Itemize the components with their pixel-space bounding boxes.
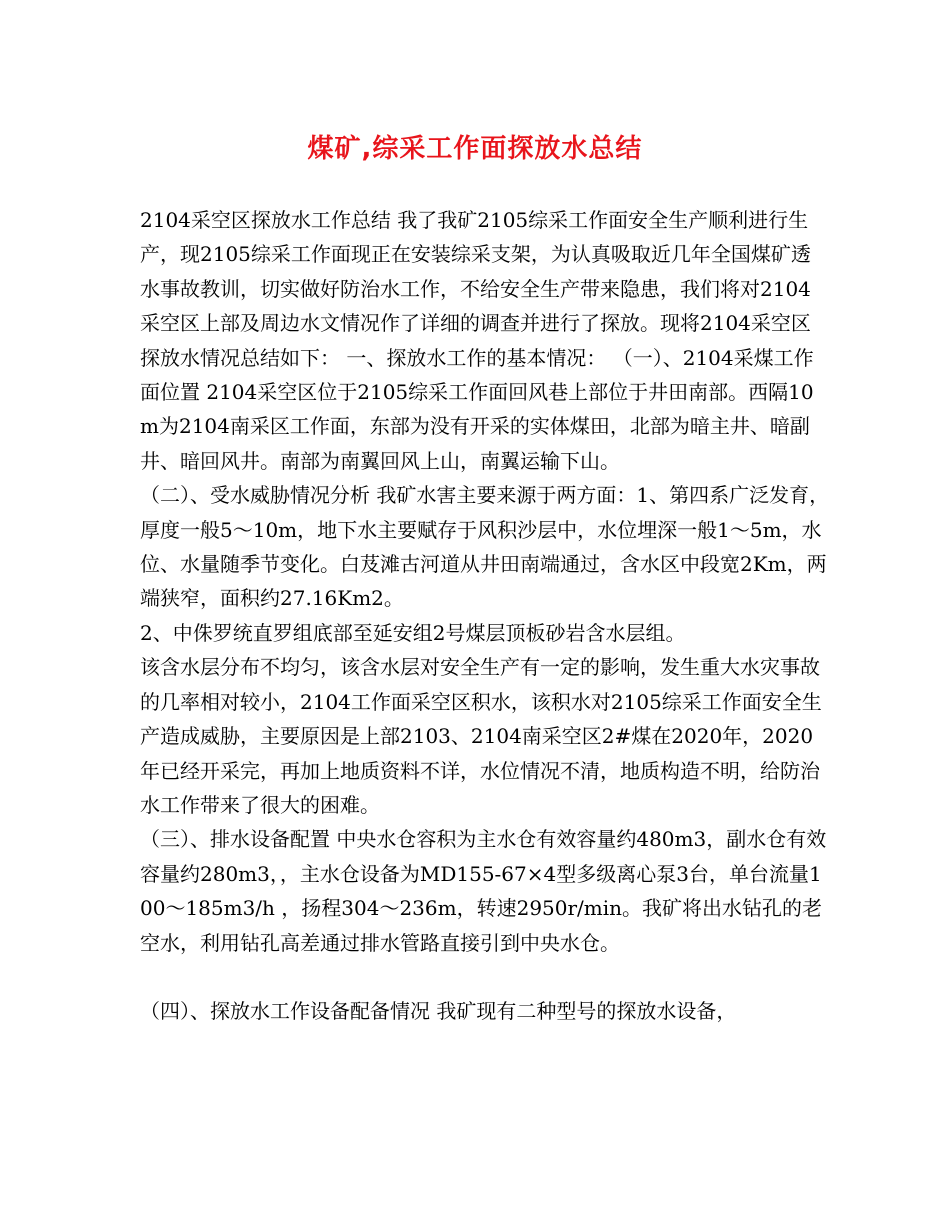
paragraph-overview: 2104采空区探放水工作总结 我了我矿2105综采工作面安全生产顺利进行生产，现2105综采工作面现正在安装综采支架，为认真吸取近几年全国煤矿透水事故教训，切实做好防治水工作，不给安全生产带来隐患，我们将对2104采空区上部及周边水文情况作了详细的调查并进行了探放。现将2104采空区探放水情况总结如下： 一、探放水工作的基本情况： （一）、2104采煤工作面位置 2104采空区位于2105综采工作面回风巷上部位于井田南部。西隔10m为2104南采区工作面，东部为没有开采的实体煤田，北部为暗主井、暗副井、暗回风井。南部为南翼回风上山，南翼运输下山。 [140, 208, 814, 473]
paragraph-spacer [140, 960, 830, 994]
paragraph-aquifer-impact: 该含水层分布不均匀，该含水层对安全生产有一定的影响，发生重大水灾事故的几率相对较小，2104工作面采空区积水，该积水对2105综采工作面安全生产造成威胁，主要原因是上部2103、2104南采空区2#煤在2020年，2020年已经开采完，再加上地质资料不详，水位情况不清，地质构造不明，给防治水工作带来了很大的困难。 [140, 655, 822, 817]
document-body [140, 203, 830, 1028]
paragraph-water-threat-analysis: （二）、受水威胁情况分析 我矿水害主要来源于两方面：1、第四系广泛发育，厚度一般5～10m，地下水主要赋存于风积沙层中，水位埋深一般1～5m，水位、水量随季节变化。白芨滩古河道从井田南端通过，含水区中段宽2Km，两端狭窄，面积约27.16Km2。 [140, 483, 830, 611]
document-title: 煤矿,综采工作面探放水总结 [307, 134, 643, 164]
paragraph-drainage-equipment: （三）、排水设备配置 中央水仓容积为主水仓有效容量约480m3，副水仓有效容量约280m3，，主水仓设备为MD155-67×4型多级离心泵3台，单台流量100～185m3/h ，扬程304～236m，转速2950r/min。我矿将出水钻孔的老空水，利用钻孔高差通过排水管路直接引到中央水仓。 [140, 827, 827, 955]
paragraph-aquifer-group: 2、中侏罗统直罗组底部至延安组2号煤层顶板砂岩含水层组。 [140, 620, 686, 645]
paragraph-drilling-equipment: （四）、探放水工作设备配备情况 我矿现有二种型号的探放水设备， [140, 998, 737, 1023]
